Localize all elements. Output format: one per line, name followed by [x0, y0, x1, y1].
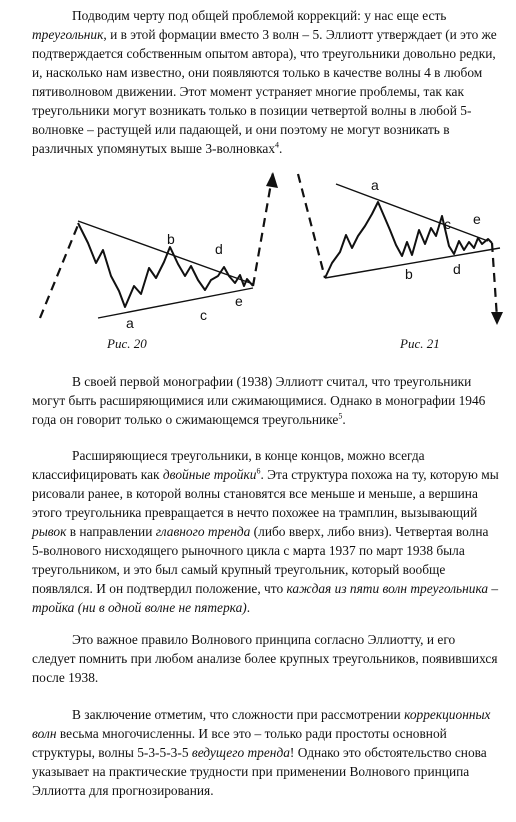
text-run: Подводим черту под общей проблемой коррекций: у нас еще есть: [72, 8, 447, 23]
paragraph-elliott-monographs: [32, 372, 502, 429]
upper-trendline: [336, 184, 488, 241]
text-run: . Эта структура похожа на ту, которую мы рисовали ранее, в которой волны становятся все меньше и меньше, а вершина этого треугольника превращается в нечто похожее на трамплин, вызывающий: [32, 467, 499, 520]
paragraph-important-rule: [32, 630, 502, 687]
figure-21-caption: Рис. 21: [400, 336, 440, 351]
text-run: в направлении: [66, 524, 156, 539]
italic-term: ведущего тренда: [191, 745, 290, 760]
text-run: В своей первой монографии (1938) Эллиотт считал, что треугольники могут быть расширяющимися или сжимающимися. Однако в монографии 1946 года он говорит только о сжимающемся треугольнике: [32, 374, 486, 427]
text-run: ! Однако это обстоятельство снова указывает на практические трудности при применении Волнового принципа Эллиотта для прогнозирования.: [32, 745, 487, 798]
wave-label-e: e: [235, 293, 243, 309]
text-run: .: [342, 412, 346, 427]
wave-label-b: b: [167, 231, 175, 247]
wave-label-a: a: [371, 177, 379, 193]
text-run: , и в этой формации вместо 3 волн – 5. Эллиотт утверждает (и это же подтверждается собственным опытом автора), что треугольники довольно редки, и, насколько нам известно, они появляются только в качестве волны 4 в любом пятиволновом движении. Этот момент устраняет многие проблемы, так как треугольники могут возникать только в позиции четвертой волны в любой 5-волновке – растущей или падающей, и они поэтому не могут возникать в различных упомянутых выше 3-волновках: [32, 27, 497, 156]
outgoing-dashed-thrust: [492, 243, 497, 318]
wave-label-d: d: [215, 241, 223, 257]
italic-term: коррекционных волн: [32, 707, 491, 741]
paragraph-conclusion: [32, 705, 502, 800]
footnote-ref: 4: [275, 140, 280, 150]
italic-term: каждая из пяти волн треугольника – тройка (ни в одной волне не пятерка): [32, 581, 499, 615]
wave-label-d: d: [453, 261, 461, 277]
wave-label-c: c: [200, 307, 207, 323]
text-run: .: [279, 141, 283, 156]
text-run: Это важное правило Волнового принципа согласно Эллиотту, и его следует помнить при любом анализе более крупных треугольников, появившихся после 1938.: [32, 632, 498, 685]
arrow-up-icon: [266, 172, 278, 188]
lower-trendline: [98, 288, 253, 318]
wave-label-c: c: [444, 216, 451, 232]
italic-term: рывок: [32, 524, 67, 539]
footnote-ref: 5: [338, 411, 343, 421]
arrow-down-icon: [491, 312, 503, 325]
wave-path: [78, 223, 253, 307]
italic-term: двойные тройки: [162, 467, 257, 482]
figure-20-contracting-triangle: [30, 168, 280, 336]
wave-label-a: a: [126, 315, 134, 331]
figure-21-contracting-triangle: [292, 168, 510, 330]
footnote-ref: 6: [256, 466, 261, 476]
figure-20-caption: Рис. 20: [107, 336, 147, 351]
text-run: .: [246, 600, 251, 615]
text-run: Расширяющиеся треугольники, в конце концов, можно всегда классифицировать как: [32, 448, 425, 482]
incoming-dashed-wave: [40, 225, 78, 318]
paragraph-triangle-intro: [32, 6, 502, 158]
wave-label-e: e: [473, 211, 481, 227]
text-run: (либо вверх, либо вниз). Четвертая волна 5-волнового нисходящего рыночного цикла с марта 1937 по март 1938 была треугольником, и это был самый крупный треугольник, который вообще появлялся. И он подтвердил положение, что: [32, 524, 489, 596]
text-run: весьма многочисленны. И все это – только ради простоты основной структуры, волны 5-3-5-3-5: [32, 726, 447, 760]
wave-label-b: b: [405, 266, 413, 282]
italic-term: главного тренда: [155, 524, 251, 539]
paragraph-expanding-triangles: [32, 446, 502, 617]
incoming-dashed-wave: [298, 174, 325, 278]
outgoing-dashed-thrust: [253, 172, 273, 286]
italic-term: треугольник: [32, 27, 104, 42]
text-run: В заключение отметим, что сложности при рассмотрении: [72, 707, 405, 722]
